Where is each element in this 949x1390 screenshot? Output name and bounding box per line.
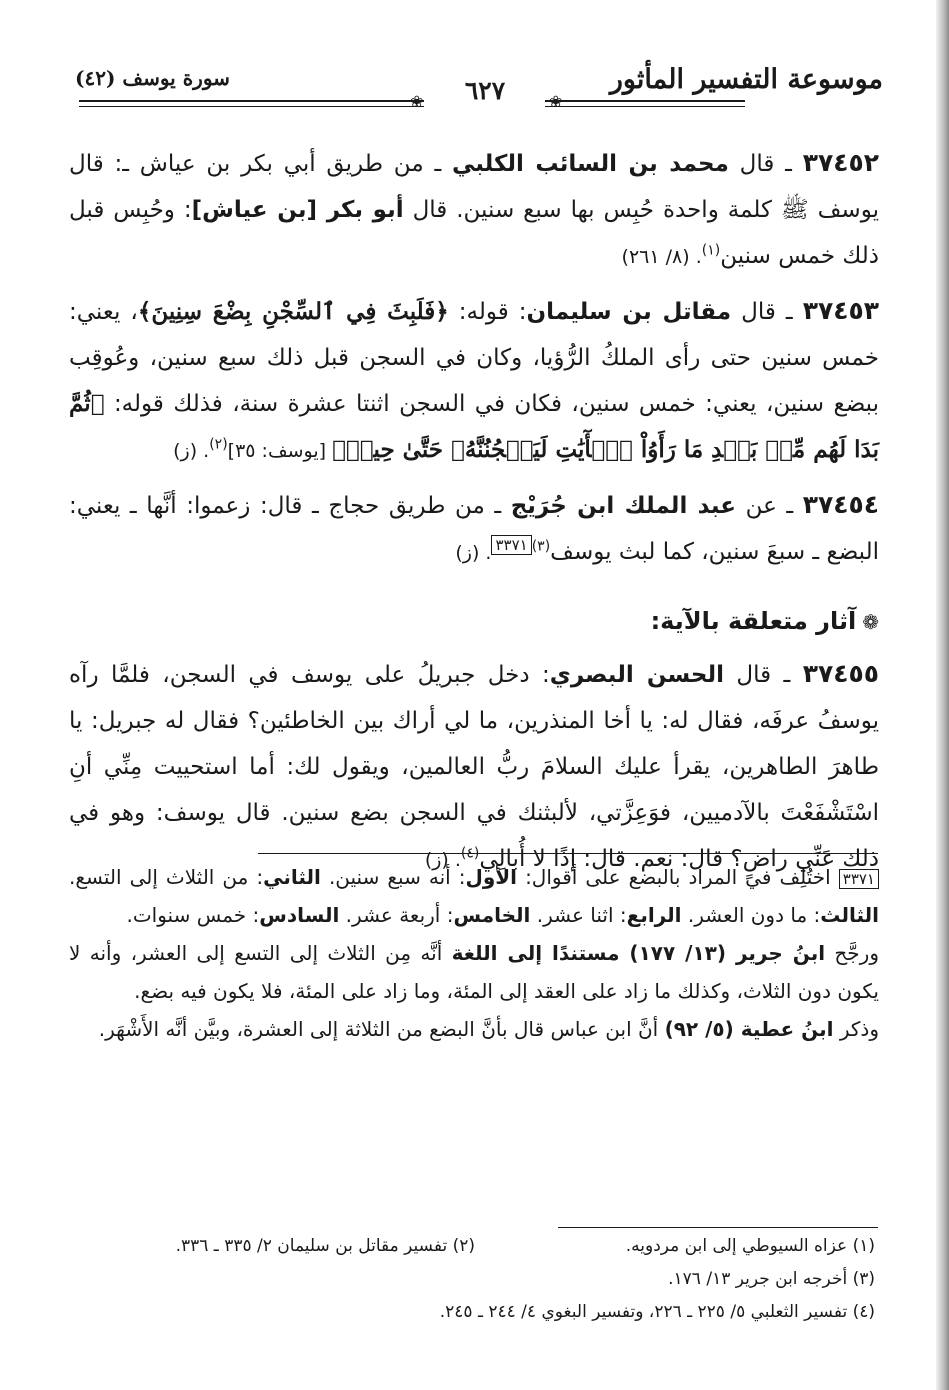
note-text: : أربعة عشر. [339,903,454,927]
source-reference: . (ز) [455,542,492,564]
note-text: : ما دون العشر. [681,903,821,927]
athar-entry [69,288,879,474]
source-reference: . (ز) [424,849,461,871]
note-keyword: ابنُ جرير (١٣/ ١٧٧) مستندًا إلى اللغة [451,941,826,965]
page-number: ٦٢٧ [464,76,506,105]
quran-verse: ﴿ثُمَّ بَدَا لَهُم مِّنۢ بَعۡدِ مَا رَأَوُاْ ٱلۡأٓيَٰتِ لَيَسۡجُنُنَّهُۥ حَتَّىٰ حِينٖ﴾ [69,390,879,463]
narrator-name: أبو بكر [بن عياش] [191,197,404,223]
note-keyword: الأول [465,865,518,889]
note-keyword: ابنُ عطية (٥/ ٩٢) [664,1017,834,1041]
note-paragraph [69,858,879,934]
footnote: (١) عزاه السيوطي إلى ابن مردويه. [625,1236,875,1256]
ornament-icon: ❀ [549,92,563,111]
note-keyword: الخامس [453,903,531,927]
note-paragraph [69,1010,879,1048]
narrator-name: الحسن البصري [549,662,725,688]
verse-reference: [يوسف: ٣٥] [227,440,333,462]
footnote-row [69,1230,875,1263]
footnotes [69,1230,875,1329]
footnote: (٢) تفسير مقاتل بن سليمان ٢/ ٣٣٥ ـ ٣٣٦. [175,1236,475,1256]
note-keyword: الثالث [820,903,879,927]
note-text: : أنه سبع سنين. [320,865,466,889]
entry-text: : دخل جبريلُ على يوسف في السجن، فلمَّا رآه يوسفُ عرفَه، فقال له: يا أخا المنذرين، ما لي أراك بين الخاطئين؟ فقال له جبريل: يا طاهرَ الطاهرين، يقرأ عليك السلامَ ربُّ العالمين، ويقول لك: أما استحييت مِنِّي أنِ اسْتَشْفَعْتَ بالآدميين، فوَعِزَّتي، لألبثنك في السجن بضع سنين. قال يوسف: وهو في ذلك عَنِّي راضٍ؟ قال: نعم. قال: إذًا لا أُبالِي [69,662,879,872]
narrator-name: عبد الملك ابن جُرَيْج [510,493,736,519]
running-header [75,62,883,124]
entry-text: ـ من طريق أبي بكر بن عياش ـ: قال يوسف ﷺ كلمة واحدة حُبِس بها سبع سنين. قال [69,151,879,223]
entry-text: ، يعني: خمس سنين حتى رأى الملكُ الرُّؤيا، وكان في السجن قبل ذلك سبع سنين، وعُوقِب ببضع سنين، يعني: خمس سنين، فكان في السجن اثنتا عشرة سنة، فذلك قوله: [69,299,879,417]
tafsir-note [69,858,879,1048]
athar-entry [69,482,879,576]
entry-number: ٣٧٤٥٥ [802,659,879,688]
entry-number: ٣٧٤٥٢ [802,148,879,177]
header-rule-right [545,100,745,107]
note-text: : من الثلاث إلى التسع. [69,865,264,889]
note-keyword: الثاني [263,865,321,889]
tafsir-note-number-box: ٣٣٧١ [839,869,879,889]
ornament-icon: ❀ [410,92,424,111]
source-reference: . (ز) [173,440,210,462]
entry-text: ـ من طريق حجاج ـ قال: زعموا: أنَّها ـ يعني: البضع ـ سبعَ سنين، كما لبث يوسف [69,493,879,565]
entry-number: ٣٧٤٥٤ [802,490,880,519]
source-reference: . (٨/ ٢٦١) [621,246,702,268]
section-heading-text: آثار متعلقة بالآية: [650,607,857,635]
surah-title: سورة يوسف (٤٢) [75,66,230,90]
entry-text: ـ قال [728,151,803,177]
series-title: موسوعة التفسير المأثور [609,64,883,95]
note-text: : خمس سنوات. [126,903,260,927]
page-spine-shadow [936,0,949,1390]
main-text [69,140,879,891]
footnote-row [69,1263,875,1296]
tafsir-note-number-box: ٣٣٧١ [491,535,531,555]
note-text: : اثنا عشر. [530,903,627,927]
note-text: أنَّ ابن عباس قال بأنَّ البضع من الثلاثة إلى العشرة، وبيَّن أنَّه الأَشْهَر. [98,1017,665,1041]
entry-text: ـ عن [736,493,803,519]
footnote-marker: (١) [701,242,721,259]
athar-entry [69,651,879,883]
footnote-marker: (٤) [460,845,480,862]
footnote-separator [558,1227,878,1228]
note-keyword: السادس [259,903,340,927]
note-text: أنَّه مِن الثلاث إلى التسع إلى العشر، وأنه لا يكون دون الثلاث، وكذلك ما زاد على العقد إلى المئة، وما زاد على المئة، فلا يكون فيه بضع. [69,941,879,1003]
note-separator [258,853,878,854]
note-text: وذكر [833,1017,879,1041]
note-text: ورجَّح [825,941,879,965]
note-paragraph [69,934,879,1010]
footnote: (٤) تفسير الثعلبي ٥/ ٢٢٥ ـ ٢٢٦، وتفسير البغوي ٤/ ٢٤٤ ـ ٢٤٥. [439,1302,875,1322]
quran-verse: ﴿فَلَبِثَ فِي ٱلسِّجْنِ بِضْعَ سِنِينَ﴾ [137,298,449,325]
section-heading [69,598,879,645]
footnote: (٣) أخرجه ابن جرير ١٣/ ١٧٦. [668,1269,875,1289]
footnote-marker: (٣) [531,538,551,555]
entry-text: ـ قال [731,299,803,325]
athar-entry [69,140,879,280]
header-rule-left [79,100,424,107]
narrator-name: مقاتل بن سليمان [526,299,732,325]
note-keyword: الرابع [626,903,682,927]
note-text: اختُلِف في المراد بالبضع على أقوال: [517,865,839,889]
footnote-marker: (٢) [209,436,228,453]
entry-text: ـ قال [724,662,803,688]
entry-text: : قوله: [448,299,527,325]
entry-text: : وحُبِس قبل ذلك خمس سنين [69,197,879,269]
narrator-name: محمد بن السائب الكلبي [451,151,729,177]
footnote-row [69,1296,875,1329]
flower-ornament-icon: ❁ [862,610,879,634]
entry-number: ٣٧٤٥٣ [802,296,879,325]
